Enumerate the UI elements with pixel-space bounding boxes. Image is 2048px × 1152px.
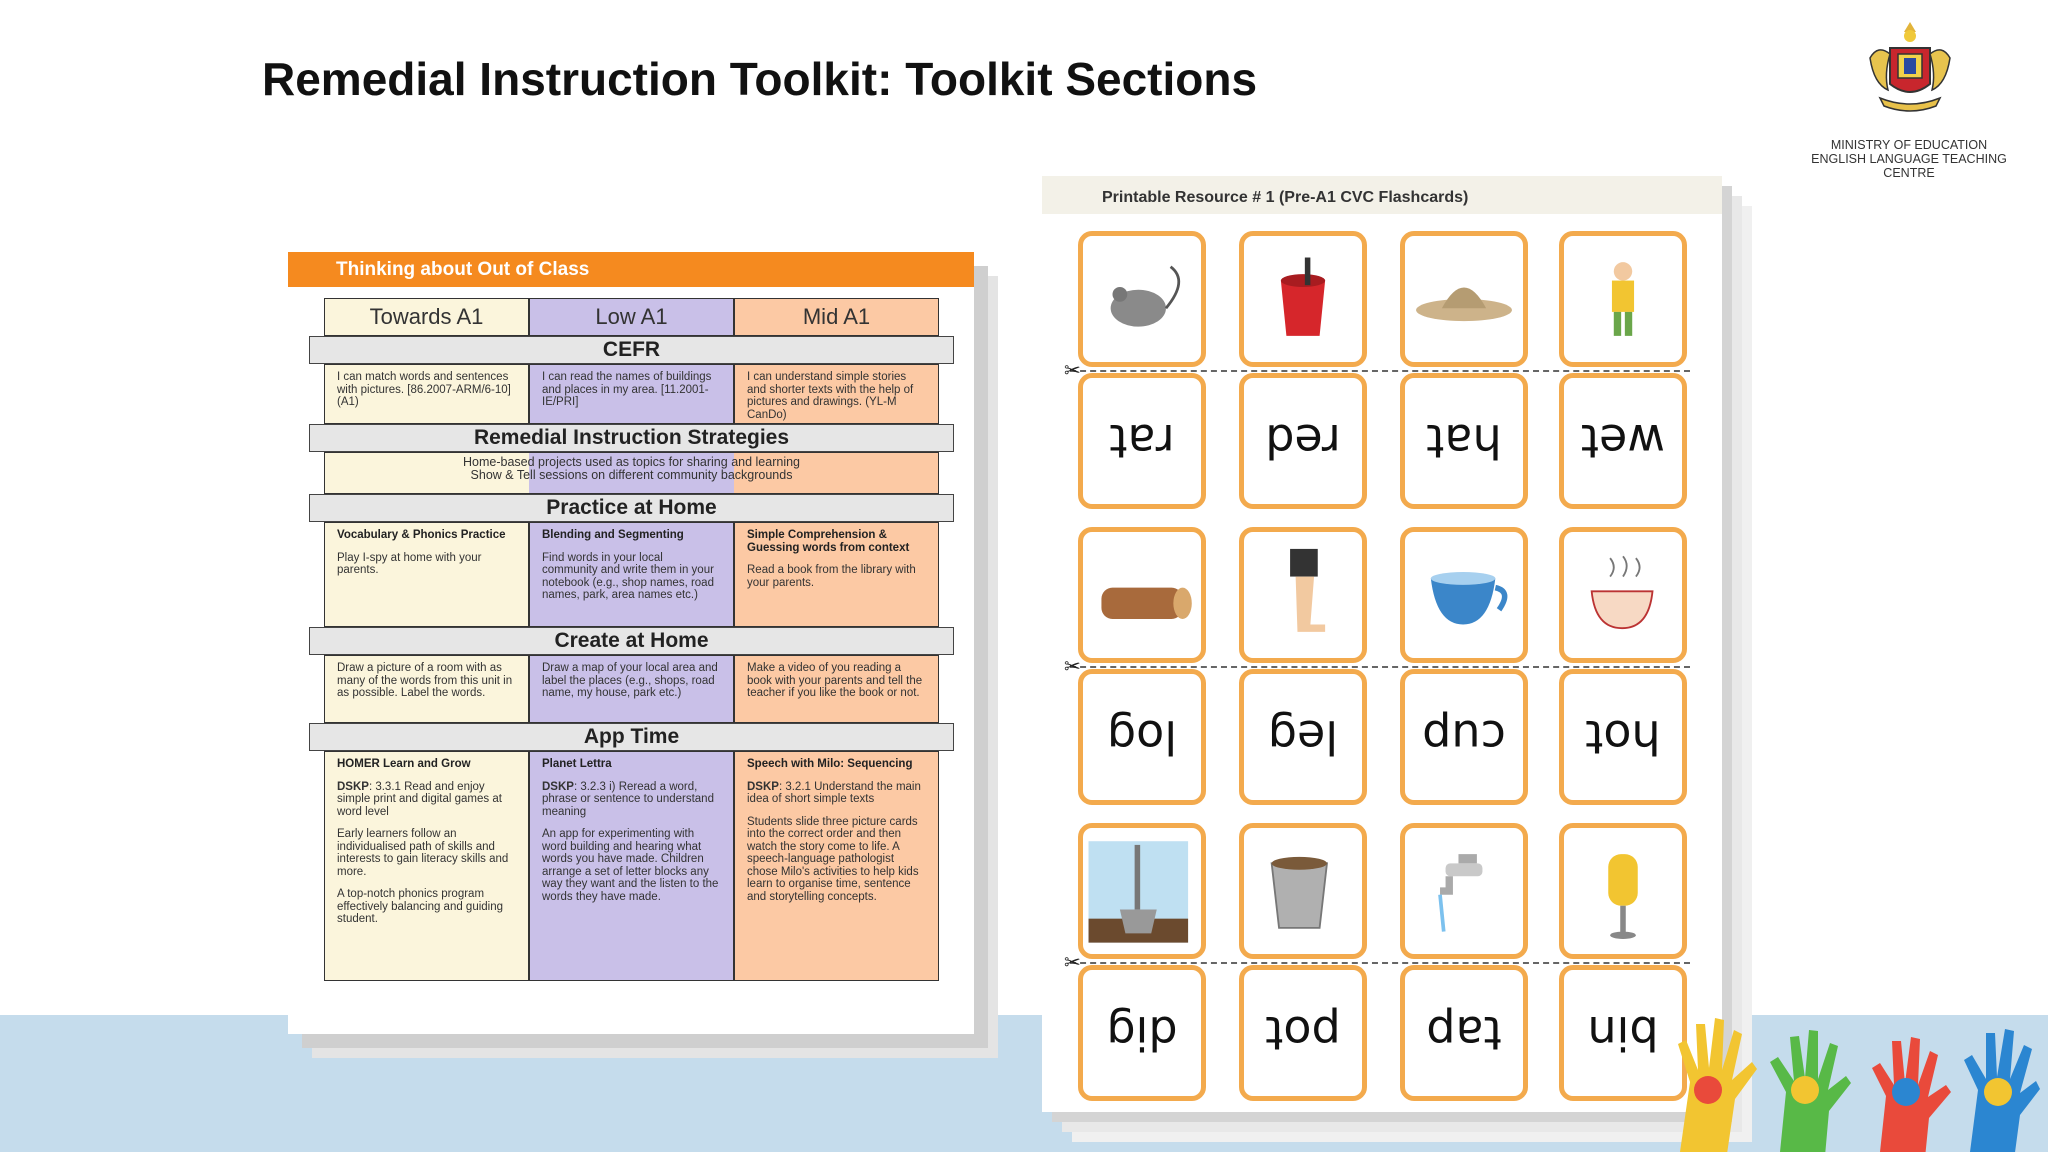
create-cell: Draw a picture of a room with as many of the words from this unit in as possible. Label the words. [324,655,529,723]
scissors-icon: ✂ [1064,360,1081,382]
flashcards-document [1042,176,1722,1112]
leg-picture [1244,532,1362,658]
cefr-row [324,364,939,424]
bin-picture [1564,828,1682,954]
hand-icon [1678,1018,1757,1152]
flashcard-word: rat [1109,414,1175,468]
flashcard-picture-card [1559,823,1687,959]
app-cell: Speech with Milo: Sequencing DSKP: 3.2.1 Understand the main idea of short simple texts Students slide three picture cards into the correct order and then watch the story come to life. A speech-language pathologist chose Milo's activities to help kids learn to organise time, sentence and storytelling concepts. [734,751,939,981]
flashcard-picture-card [1400,527,1528,663]
cefr-cell: I can match words and sentences with pictures. [86.2007-ARM/6-10] (A1) [324,364,529,424]
flashcard-word-card [1400,965,1528,1101]
document-header: Thinking about Out of Class [288,252,974,287]
column-header-towards-a1: Towards A1 [324,298,529,336]
painted-hands-decoration [1640,950,2048,1152]
flashcard-picture-card [1239,823,1367,959]
cut-line [1064,952,1690,974]
flashcard-word-card [1239,669,1367,805]
flashcard-picture-card [1239,527,1367,663]
scissors-icon: ✂ [1064,656,1081,678]
wet-child-picture [1564,236,1682,362]
cefr-cell: I can read the names of buildings and places in my area. [11.2001-IE/PRI] [529,364,734,424]
app-cell: Planet Lettra DSKP: 3.2.3 i) Reread a word, phrase or sentence to understand meaning An app for experimenting with word building and hearing what words you have made. Children arrange a set of letter blocks any way they want and the listen to the words they have made. [529,751,734,981]
cup-picture [1405,532,1523,658]
cefr-cell: I can understand simple stories and shorter texts with the help of pictures and drawings. (YL-M CanDo) [734,364,939,424]
log-picture [1083,532,1201,658]
tap-picture [1405,828,1523,954]
flashcard-word: dig [1106,1006,1178,1060]
hand-icon [1872,1037,1951,1152]
flashcard-word-card [1078,965,1206,1101]
hand-icon [1964,1029,2040,1152]
red-paint-picture [1244,236,1362,362]
flashcard-picture-card [1400,823,1528,959]
coat-of-arms-icon [1860,18,1960,130]
hat-picture [1405,236,1523,362]
practice-cell: Simple Comprehension & Guessing words from context Read a book from the library with your parents. [734,522,939,627]
pot-picture [1244,828,1362,954]
flashcard-word: hot [1585,710,1661,764]
flashcard-word-card [1239,965,1367,1101]
strategies-row [324,452,939,494]
practice-row [324,522,939,627]
section-band-cefr: CEFR [309,336,954,364]
app-row [324,751,939,981]
flashcards-header: Printable Resource # 1 (Pre-A1 CVC Flashcards) [1042,176,1722,214]
column-headers [324,298,939,336]
create-cell: Draw a map of your local area and label the places (e.g., shops, road name, my house, park etc.) [529,655,734,723]
flashcard-picture-card [1400,231,1528,367]
out-of-class-table [324,298,939,981]
flashcard-word: leg [1267,710,1339,764]
section-band-strategies: Remedial Instruction Strategies [309,424,954,452]
flashcard-word: bin [1587,1006,1659,1060]
slide-title: Remedial Instruction Toolkit: Toolkit Sections [262,53,1258,105]
dig-picture [1083,828,1201,954]
flashcard-word-card [1239,373,1367,509]
flashcard-word-card [1078,373,1206,509]
hand-icon [1770,1030,1851,1152]
hot-tea-picture [1564,532,1682,658]
logo-line-2: ENGLISH LANGUAGE TEACHING CENTRE [1811,152,2007,180]
flashcard-picture-card [1078,823,1206,959]
strategy-line: Show & Tell sessions on different community backgrounds [470,467,793,482]
cut-line [1064,360,1690,382]
flashcard-word-card [1559,373,1687,509]
flashcard-word: tap [1426,1006,1502,1060]
cut-line [1064,656,1690,678]
flashcard-word: pot [1265,1006,1341,1060]
strategy-line: Home-based projects used as topics for sharing and learning [463,455,800,469]
flashcard-picture-card [1078,527,1206,663]
flashcard-word-card [1559,669,1687,805]
section-band-practice: Practice at Home [309,494,954,522]
practice-cell: Vocabulary & Phonics Practice Play I-spy at home with your parents. [324,522,529,627]
section-band-app-time: App Time [309,723,954,751]
section-band-create: Create at Home [309,627,954,655]
flashcard-word: wet [1581,414,1665,468]
flashcard-word: hat [1426,414,1502,468]
practice-cell: Blending and Segmenting Find words in your local community and write them in your notebook (e.g., shop names, road names, park, area names etc.) [529,522,734,627]
flashcard-word: red [1265,414,1341,468]
flashcard-picture-card [1078,231,1206,367]
app-cell: HOMER Learn and Grow DSKP: 3.3.1 Read and enjoy simple print and digital games at word level Early learners follow an individualised path of skills and interests to gain literacy skills and more. A top-notch phonics program effectively balancing and guiding student. [324,751,529,981]
scissors-icon: ✂ [1064,952,1081,974]
flashcard-word-card [1400,373,1528,509]
flashcard-picture-card [1239,231,1367,367]
flashcard-word-card [1078,669,1206,805]
logo-line-1: MINISTRY OF EDUCATION [1830,138,1988,152]
flashcard-word-card [1400,669,1528,805]
flashcard-picture-card [1559,231,1687,367]
column-header-mid-a1: Mid A1 [734,298,939,336]
column-header-low-a1: Low A1 [529,298,734,336]
flashcard-picture-card [1559,527,1687,663]
out-of-class-document [288,252,974,1034]
create-cell: Make a video of you reading a book with your parents and tell the teacher if you like the book or not. [734,655,939,723]
ministry-logo [1786,18,2032,180]
create-row [324,655,939,723]
flashcard-word: log [1106,710,1178,764]
rat-picture [1083,236,1201,362]
flashcard-word: cup [1422,710,1506,764]
